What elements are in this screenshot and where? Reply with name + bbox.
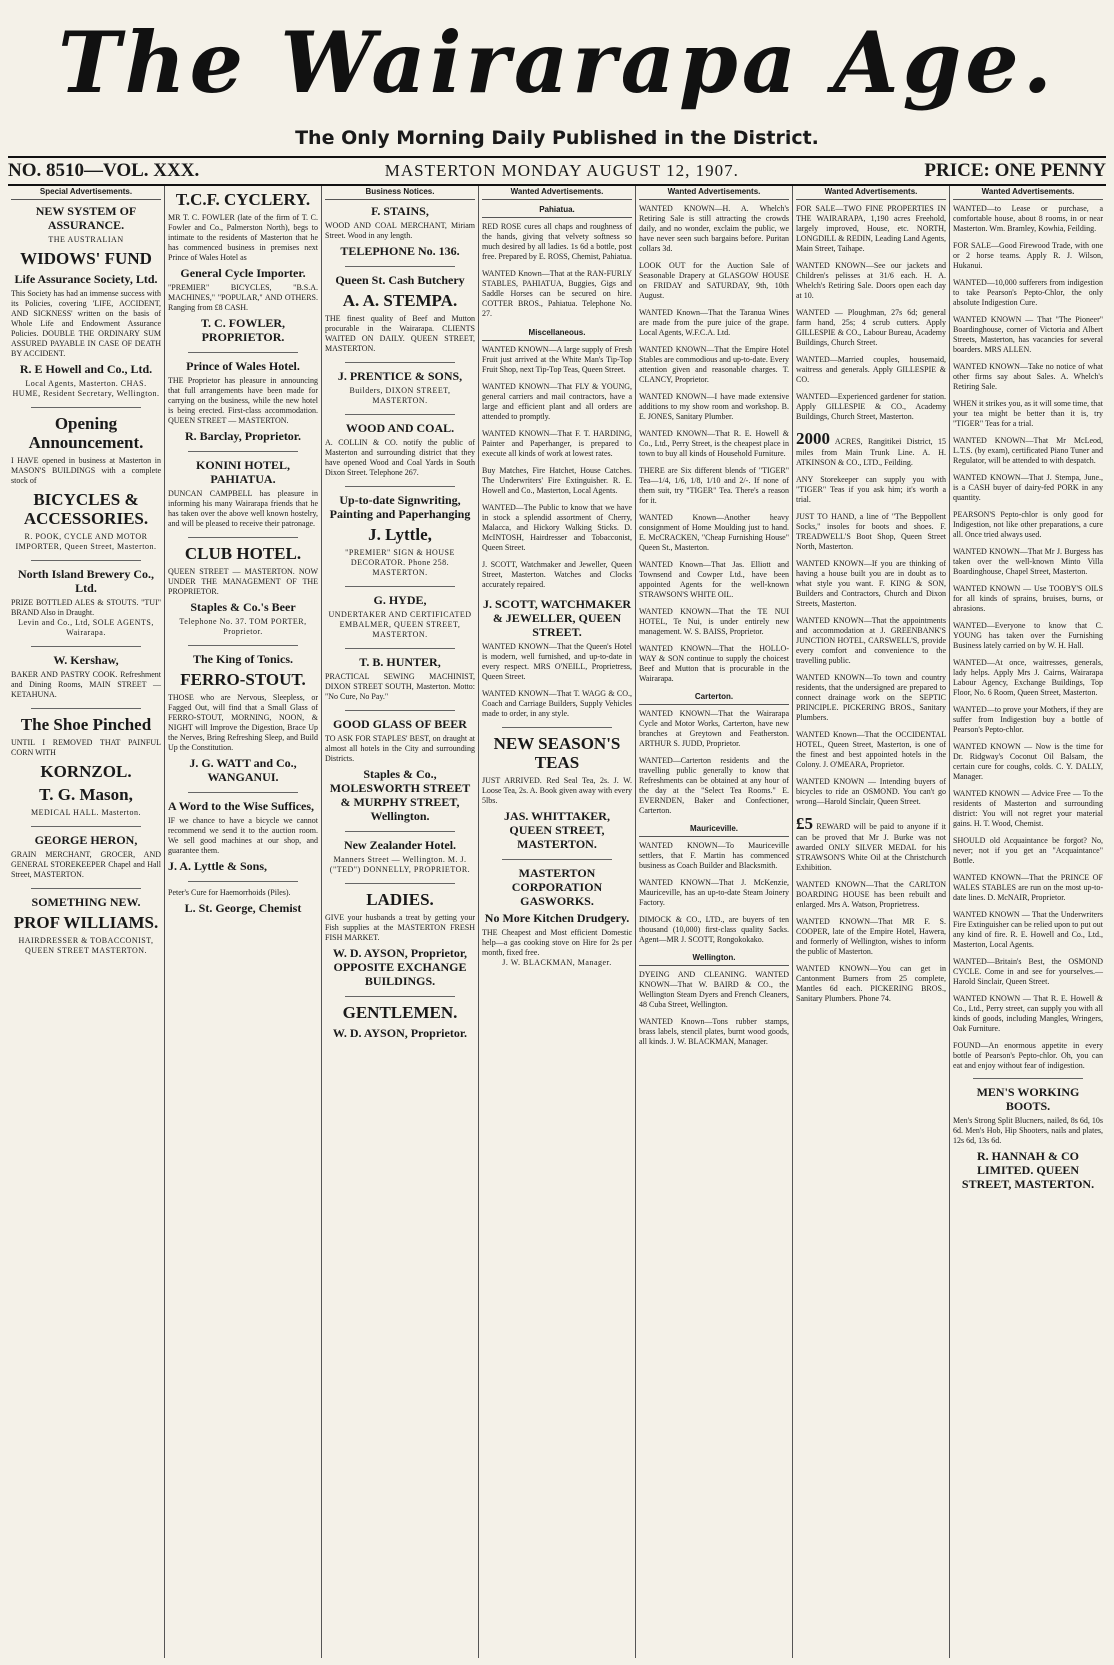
ad-text: WANTED—The Public to know that we have in stock a splendid assortment of Cherry, Malacca, and Hickory Walking Sticks. D. McINTOSH, Hairdresser and Tobacconist, Queen Street. xyxy=(482,503,632,552)
ad-body: THE finest quality of Beef and Mutton procurable in the Wairarapa. CLIENTS WAITED ON DAILY. QUEEN STREET, MASTERTON. xyxy=(325,314,475,353)
ad-signature: Levin and Co., Ltd, SOLE AGENTS, Wairarapa. xyxy=(18,618,154,637)
issue-number: NO. 8510—VOL. XXX. xyxy=(8,160,200,181)
ad-title: MEN'S WORKING BOOTS. xyxy=(976,1085,1080,1113)
ad-text: WANTED KNOWN—A large supply of Fresh Fruit just arrived at the White Man's Tip-Top Fruit Shop, next Tip-Top Teas, Queen Street. xyxy=(482,345,632,374)
ad-text: WANTED KNOWN — That R. E. Howell & Co., Ltd., Perry street, can supply you with all kinds of goods, including Mangles, Wringers, Oak Furniture. xyxy=(953,994,1103,1033)
ad-body: PRIZE BOTTLED ALES & STOUTS. "TUI" BRAND Also in Draught. xyxy=(11,598,161,617)
ad-seller-address: MEDICAL HALL. Masterton. xyxy=(31,808,141,817)
ad-text: WANTED KNOWN—That R. E. Howell & Co., Ltd., Perry Street, is the cheapest place in town to buy all kinds of Household Furniture. xyxy=(639,429,789,458)
ad-headline: A. A. STEMPA. xyxy=(342,291,458,310)
ad-title: A Word to the Wise Suffices, xyxy=(168,799,315,813)
ad-text: WANTED KNOWN—If you are thinking of having a house built you are in doubt as to what style you want. F. KING & SON, Builders and Contractors, Church and Dixon Streets, Masterton. xyxy=(796,559,946,608)
ad-body: GRAIN MERCHANT, GROCER, AND GENERAL STOREKEEPER Chapel and Hall Street, MASTERTON. xyxy=(11,850,161,879)
ad-title: GEORGE HERON, xyxy=(34,833,138,847)
ad-text: WANTED KNOWN—That J. McKenzie, Mauriceville, has an up-to-date Steam Joinery Factory. xyxy=(639,878,789,907)
ad-title: Prince of Wales Hotel. xyxy=(186,359,300,373)
section-heading: Pahiatua. xyxy=(482,204,632,218)
ad-signature: J. A. Lyttle & Sons, xyxy=(168,859,268,873)
hyde-ad xyxy=(325,593,475,640)
ad-body: BAKER AND PASTRY COOK. Refreshment and Dining Rooms, MAIN STREET — KETAHUNA. xyxy=(11,670,161,699)
masthead-slogan: The Only Morning Daily Published in the District. xyxy=(295,127,819,149)
ad-body: Builders, DIXON STREET, MASTERTON. xyxy=(349,386,451,405)
ad-body: Men's Strong Split Blucners, nailed, 8s 6d, 10s 6d. Men's Hob, Hip Shooters, nails and plates, 12s 6d, 13s 6d. xyxy=(953,1116,1103,1145)
kornzol-ad xyxy=(11,715,161,818)
ad-text: WANTED KNOWN—That F. T. HARDING, Painter and Paperhanger, is prepared to execute all kinds of work at lowest rates. xyxy=(482,429,632,458)
ad-title: GOOD GLASS OF BEER xyxy=(333,717,467,731)
column-6 xyxy=(793,186,950,1658)
ad-body: GIVE your husbands a treat by getting your Fish supplies at the MASTERTON FRESH FISH MARKET. xyxy=(325,913,475,942)
divider xyxy=(31,646,141,647)
ad-signature: W. D. AYSON, Proprietor, OPPOSITE EXCHANGE BUILDINGS. xyxy=(332,946,468,988)
ad-text: WANTED KNOWN—That FLY & YOUNG, general carriers and mail contractors, have a large and efficient plant and all orders are attended to promptly. xyxy=(482,382,632,421)
divider xyxy=(502,859,612,860)
ad-seller: T. G. Mason, xyxy=(39,785,133,804)
miscellaneous-section xyxy=(482,327,632,719)
ad-product: KORNZOL. xyxy=(40,762,132,781)
pahiatua-section xyxy=(482,204,632,319)
ladies-ad xyxy=(325,890,475,988)
ad-headline: Opening Announcement. xyxy=(28,414,144,452)
lyttle-ad xyxy=(325,493,475,578)
ad-agent: R. E Howell and Co., Ltd. xyxy=(19,362,153,376)
ad-text: WANTED—Britain's Best, the OSMOND CYCLE. Come in and see for yourselves.—Harold Sinclair, Queen Street. xyxy=(953,957,1103,986)
ad-text: WANTED—Carterton residents and the travelling public generally to know that Refreshments can be obtained at any hour of the day at the "Select Tea Rooms." E. EVERNDEN, Baker and Confectioner, Carterton. xyxy=(639,756,789,815)
column-heading: Wanted Advertisements. xyxy=(482,186,632,200)
divider xyxy=(345,831,455,832)
ad-title: Queen St. Cash Butchery xyxy=(335,273,465,287)
ad-body: Peter's Cure for Haemorrhoids (Piles). xyxy=(168,888,291,897)
column-heading: Business Notices. xyxy=(325,186,475,200)
ad-text: WANTED KNOWN—H. A. Whelch's Retiring Sale is still attracting the crowds daily, and no wonder, exclaim the public, we have never seen such bargains before. Puritan collars 3d. xyxy=(639,204,789,253)
ad-text: WANTED KNOWN—I have made extensive additions to my show room and workshop. B. E. JONES, Sanitary Plumber. xyxy=(639,392,789,421)
kershaw-ad xyxy=(11,653,161,700)
ad-signature: J. G. WATT and Co., WANGANUI. xyxy=(189,756,297,784)
ad-text: RED ROSE cures all chaps and roughness of the hands, giving that velvety softness so much desired by all ladies. 1s 6d a bottle, post free. Prepared by E. ROSS, Chemist, Pahiatua. xyxy=(482,222,632,261)
ad-text: ACRES, Rangitikei District, 15 miles from Main Trunk Line. A. H. ATKINSON & CO., LTD., Feilding. xyxy=(796,437,946,467)
ad-text: WANTED KNOWN — Now is the time for Dr. Ridgway's Coconut Oil Balsam, the certain cure for coughs, colds. C. Y. DALLY, Manager. xyxy=(953,742,1103,781)
ad-text: WANTED Known—That Jas. Elliott and Townsend and Cowper Ltd., have been appointed Agents for the well-known STRAWSON'S WHITE OIL. xyxy=(639,560,789,599)
column-heading: Wanted Advertisements. xyxy=(796,186,946,200)
divider xyxy=(345,362,455,363)
ad-text: WANTED KNOWN—To town and country residents, that the undersigned are prepared to connect drainage work on the SEPTIC PRINCIPLE. PICKERING BROS., Sanitary Plumbers. xyxy=(796,673,946,722)
column-heading: Wanted Advertisements. xyxy=(639,186,789,200)
divider xyxy=(345,486,455,487)
ad-text: JUST TO HAND, a line of "The Beppollent Socks," insoles for boots and shoes. F. TREADWELL'S Boot Shop, Queen Street North, Masterton. xyxy=(796,512,946,551)
ad-agencies: "PREMIER" BICYCLES, "B.S.A. MACHINES," "POPULAR," AND OTHERS. Ranging from £8 CASH. xyxy=(168,283,318,312)
ad-title: W. Kershaw, xyxy=(53,653,119,667)
column-3 xyxy=(322,186,479,1658)
ad-text: WANTED KNOWN — That "The Pioneer" Boardinghouse, corner of Victoria and Albert Streets, Masterton, has vacancies for several boarders. MRS ALLEN. xyxy=(953,315,1103,354)
ad-title: MASTERTON CORPORATION GASWORKS. xyxy=(511,866,603,908)
ad-title: The King of Tonics. xyxy=(192,652,294,666)
ad-text: PEARSON'S Pepto-chlor is only good for Indigestion, not like other preparations, a cure all. Once tried always used. xyxy=(953,510,1103,539)
ad-headline: PROF WILLIAMS. xyxy=(13,913,159,932)
divider xyxy=(188,352,298,353)
prentice-ad xyxy=(325,369,475,406)
ad-text: WANTED—to Lease or purchase, a comfortable house, about 8 rooms, in or near Masterton. Wm. Bramley, Kowhia, Feilding. xyxy=(953,204,1103,233)
column-5 xyxy=(636,186,793,1658)
ad-headline: 2000 xyxy=(796,429,830,448)
ad-title: New Zealander Hotel. xyxy=(343,838,457,852)
stains-ad xyxy=(325,204,475,258)
ad-headline: £5 xyxy=(796,814,813,833)
ad-body: DUNCAN CAMPBELL has pleasure in informing his many Wairarapa friends that he has taken over the above well known hostelry, and will be pleased to receive their patronage. xyxy=(168,489,318,528)
divider xyxy=(188,645,298,646)
ad-title: F. STAINS, xyxy=(371,204,429,218)
issue-price: PRICE: ONE PENNY xyxy=(924,160,1106,181)
ad-body: Manners Street — Wellington. M. J. ("TED") DONNELLY, PROPRIETOR. xyxy=(329,855,471,874)
ad-title: KONINI HOTEL, PAHIATUA. xyxy=(195,458,291,486)
ad-subtitle: THE AUSTRALIAN xyxy=(48,235,124,244)
column-7 xyxy=(950,186,1106,1658)
ad-text: WANTED KNOWN—To Mauriceville settlers, that F. Martin has commenced business as Coach Builder and Blacksmith. xyxy=(639,841,789,870)
ad-body: THOSE who are Nervous, Sleepless, or Fagged Out, will find that a Small Glass of FERRO-STOUT, MORNING, NOON, & NIGHT will Improve the Digestion, Brace Up the Nerves, Bring Refreshing Sleep, and Build Up the Constitution. xyxy=(168,693,318,752)
ad-body: This Society has had an immense success with its Policies, covering 'LIFE, ACCIDENT, AND SICKNESS' written on the basis of Whole Life and Endowment Assurance Policies. DOUBLE THE ORDINARY SUM ASSURED PAYABLE IN CASE OF DEATH BY ACCIDENT. xyxy=(11,289,161,358)
divider xyxy=(188,881,298,882)
divider xyxy=(345,266,455,267)
ad-headline: NEW SEASON'S TEAS xyxy=(493,734,621,772)
widows-fund-ad xyxy=(11,204,161,399)
ad-text: WANTED KNOWN—That MR F. S. COOPER, late of the Empire Hotel, Hawera, and formerly of Wellington, wishes to inform the public of Masterton. xyxy=(796,917,946,956)
ad-text: DYEING AND CLEANING. WANTED KNOWN—That W. BAIRD & CO., the Wellington Steam Dyers and French Cleaners, 48 Cuba Street, Wellington. xyxy=(639,970,789,1009)
columns xyxy=(8,186,1106,1658)
ad-title: North Island Brewery Co., Ltd. xyxy=(17,567,155,595)
column-heading: Special Advertisements. xyxy=(11,186,161,200)
column-2 xyxy=(165,186,322,1658)
ad-text: WANTED—At once, waitresses, generals, lady helps. Apply Mrs J. Cairns, Wairarapa Labour Agency, Exchange Buildings, Top Floor, No. 6 Room, Queen Street, Masterton. xyxy=(953,658,1103,697)
ad-text: WANTED KNOWN—That the CARLTON BOARDING HOUSE has been rebuilt and enlarged. Mrs A. Watson, Proprietress. xyxy=(796,880,946,909)
ad-text: FOR SALE—Good Firewood Trade, with one or 2 horse teams. Apply R. J. Wilson, Hukanui. xyxy=(953,241,1103,270)
ad-text: WANTED KNOWN — Advice Free — To the residents of Masterton and surrounding district: You will not regret your material gains. H. T. Wood, Chemist. xyxy=(953,789,1103,828)
ad-text: FOUND—An enormous appetite in every bottle of Pearson's Pepto-chlor. Oh, you can eat and enjoy without fear of indigestion. xyxy=(953,1041,1103,1070)
ad-body: THE Cheapest and Most efficient Domestic help—a gas cooking stove on Hire for 2s per month, fixed free. xyxy=(482,928,632,957)
ad-body: I HAVE opened in business at Masterton in MASON'S BUILDINGS with a complete stock of xyxy=(11,456,161,485)
reward-ad xyxy=(796,814,946,873)
ad-text: WANTED KNOWN—That the Queen's Hotel is modern, well furnished, and up-to-date in every respect. MRS O'NEILL, Proprietress, Queen Street. xyxy=(482,642,632,681)
masthead-title: The Wairarapa Age. xyxy=(57,13,1056,112)
ad-title: WOOD AND COAL. xyxy=(345,421,455,435)
ad-headline: No More Kitchen Drudgery. xyxy=(484,911,630,925)
ad-text: WANTED—10,000 sufferers from indigestion to take Pearson's Pepto-Chlor, the only absolute Indigestion Cure. xyxy=(953,278,1103,307)
ad-text: WANTED KNOWN — That the Underwriters Fire Extinguisher can be relied upon to put out any kind of fire. R. E. Howell and Co., Ltd., Masterton, Local Agents. xyxy=(953,910,1103,949)
cyclery-ad xyxy=(168,190,318,344)
ad-body: WOOD AND COAL MERCHANT, Miriam Street. Wood in any length. xyxy=(325,221,475,240)
divider xyxy=(31,407,141,408)
ad-text: LOOK OUT for the Auction Sale of Seasonable Drapery at GLASGOW HOUSE on FRIDAY and SATURDAY, 9th, 10th August. xyxy=(639,261,789,300)
ad-signature: Staples & Co., MOLESWORTH STREET & MURPHY STREET, Wellington. xyxy=(329,767,471,823)
divider xyxy=(345,710,455,711)
ad-body: IF we chance to have a bicycle we cannot recommend we send it to the auction room. We sell good machines at our shop, and guarantee them. xyxy=(168,816,318,855)
butchery-ad xyxy=(325,273,475,354)
ad-title: J. PRENTICE & SONS, xyxy=(337,369,463,383)
ad-signature: R. Barclay, Proprietor. xyxy=(184,429,302,443)
ad-signature: T. C. FOWLER, PROPRIETOR. xyxy=(200,316,286,344)
ad-text: SHOULD old Acquaintance be forgot? No, never; not if you get an "Acquaintance" Bottle. xyxy=(953,836,1103,865)
konini-hotel-ad xyxy=(168,458,318,529)
ad-signature: L. St. George, Chemist xyxy=(184,901,302,915)
section-heading: Carterton. xyxy=(639,691,789,705)
peters-cure-ad xyxy=(168,888,318,915)
ad-text: WANTED—Married couples, housemaid, waitress and generals. Apply GILLESPIE & CO. xyxy=(796,355,946,384)
divider xyxy=(502,727,612,728)
williams-ad xyxy=(11,895,161,956)
hunter-ad xyxy=(325,655,475,702)
ad-text: WANTED KNOWN—That J. Stempa, June., is a CASH buyer of dairy-fed PORK in any quantity. xyxy=(953,473,1103,502)
ad-headline: LADIES. xyxy=(366,890,434,909)
ad-text: FOR SALE—TWO FINE PROPERTIES IN THE WAIRARAPA, 1,190 acres Freehold, largely improved, House, etc. NORTH, LONGDILL & REDIN, Leading Land Agents, Main Street, Taihape. xyxy=(796,204,946,253)
divider xyxy=(188,451,298,452)
ad-signature: J. W. BLACKMAN, Manager. xyxy=(502,958,612,967)
ad-text: WANTED—Everyone to know that C. YOUNG has taken over the Furnishing Business lately carried on by W. H. Hall. xyxy=(953,621,1103,650)
gentlemen-ad xyxy=(325,1003,475,1040)
ferro-stout-ad xyxy=(168,652,318,784)
ad-headline: J. Lyttle, xyxy=(368,525,432,544)
ad-headline: T.C.F. CYCLERY. xyxy=(175,190,311,209)
ad-text: WANTED—Experienced gardener for station. Apply GILLESPIE & CO., Academy Buildings, Church Street, Masterton. xyxy=(796,392,946,421)
ad-body: "PREMIER" SIGN & HOUSE DECORATOR. Phone 258. MASTERTON. xyxy=(345,548,455,577)
column-4 xyxy=(479,186,636,1658)
ad-title: NEW SYSTEM OF ASSURANCE. xyxy=(35,204,137,232)
divider xyxy=(31,826,141,827)
section-heading: Wellington. xyxy=(639,952,789,966)
ad-name: Life Assurance Society, Ltd. xyxy=(14,272,158,286)
divider xyxy=(345,414,455,415)
ad-title: G. HYDE, xyxy=(373,593,427,607)
ad-text: WANTED KNOWN—You can get in Cantonment Burners from 25 complete, Mantles 6d each. PICKERING BROS., Sanitary Plumbers. Phone 74. xyxy=(796,964,946,1003)
divider xyxy=(345,883,455,884)
divider xyxy=(973,1078,1083,1079)
ad-text: THERE are Six different blends of "TIGER" Tea—1/4, 1/6, 1/8, 1/10 and 2/-. If none of them suit, try "TIGER" Tea. There's a reason for it. xyxy=(639,466,789,505)
ad-body: JUST ARRIVED. Red Seal Tea, 2s. J. W. Loose Tea, 2s. A. Book given away with every 5lbs. xyxy=(482,776,632,805)
heron-ad xyxy=(11,833,161,880)
ad-body: THE Proprietor has pleasure in announcing that full arrangements have been made for carrying on the business, while the new hotel is being erected. First-class accommodation. QUEEN STREET — MASTERTON. xyxy=(168,376,318,425)
divider xyxy=(31,888,141,889)
ad-text: WANTED Known—That the Taranua Wines are made from the pure juice of the grape. Local Agents, W.F.C.A. Ltd. xyxy=(639,308,789,337)
ad-body: A. COLLIN & CO. notify the public of Masterton and surrounding district that they have opened Wood and Coal Yards in South Dixon Street. Telephone 267. xyxy=(325,438,475,477)
ad-text: WANTED KNOWN—Take no notice of what other firms say about Sales. A. Whelch's Retiring Sale. xyxy=(953,362,1103,391)
ad-text: ANY Storekeeper can supply you with "TIGER" Teas if you ask him; it's worth a trial. xyxy=(796,475,946,504)
ad-text: WANTED Known—That at the RAN-FURLY STABLES, PAHIATUA, Buggies, Gigs and Saddle Horses can be secured on hire. COTTER BROS., Pahiatua. Telephone No. 27. xyxy=(482,269,632,318)
wood-coal-ad xyxy=(325,421,475,478)
ad-signature: W. D. AYSON, Proprietor. xyxy=(332,1026,468,1040)
ad-title: Up-to-date Signwriting, Painting and Paperhanging xyxy=(329,493,471,521)
ad-title: T. B. HUNTER, xyxy=(359,655,441,669)
gasworks-ad xyxy=(482,866,632,968)
ad-signature: R. POOK, CYCLE AND MOTOR IMPORTER, Queen Street, Masterton. xyxy=(15,532,157,551)
ad-product: BICYCLES & ACCESSORIES. xyxy=(23,490,149,528)
staples-beer-ad xyxy=(325,717,475,823)
ad-text: WANTED KNOWN—That Mr J. Burgess has taken over the well-known Minto Villa Boardinghouse, Chapel Street, Masterton. xyxy=(953,547,1103,576)
ad-body: UNTIL I REMOVED THAT PAINFUL CORN WITH xyxy=(11,738,161,757)
new-zealander-hotel-ad xyxy=(325,838,475,875)
ad-text: WANTED — Ploughman, 27s 6d; general farm hand, 25s; 4 scrub cutters. Apply GILLESPIE & CO., Labour Bureau, Academy Buildings, Church Street. xyxy=(796,308,946,347)
column-heading: Wanted Advertisements. xyxy=(953,186,1103,200)
ad-headline: CLUB HOTEL. xyxy=(184,544,302,563)
acres-ad xyxy=(796,429,946,468)
brewery-ad xyxy=(11,567,161,638)
divider xyxy=(31,560,141,561)
ad-text: REWARD will be paid to anyone if it can be proved that Mr J. Burke was not awarded ONLY SILVER MEDAL for his STRAWSON'S White Oil at the Christchurch Exhibition. xyxy=(796,822,947,872)
ad-text: J. SCOTT, Watchmaker and Jeweller, Queen Street, Masterton. Watches and Clocks accurately repaired. xyxy=(482,560,632,589)
ad-signature: R. HANNAH & CO LIMITED. QUEEN STREET, MASTERTON. xyxy=(961,1149,1095,1191)
column-1 xyxy=(8,186,165,1658)
ad-subtitle: General Cycle Importer. xyxy=(180,266,306,280)
ad-text: Buy Matches, Fire Hatchet, House Catches. The Underwriters' Fire Extinguisher. R. E. Howell and Co., Masterton, Local Agents. xyxy=(482,466,632,495)
dateline xyxy=(8,156,1106,186)
ad-body: QUEEN STREET — MASTERTON. NOW UNDER THE MANAGEMENT OF THE PROPRIETOR. xyxy=(168,567,318,596)
ad-headline: FERRO-STOUT. xyxy=(180,670,306,689)
club-hotel-ad xyxy=(168,544,318,637)
ad-signature: JAS. WHITTAKER, QUEEN STREET, MASTERTON. xyxy=(504,809,610,851)
ad-text: WANTED KNOWN—That the PRINCE OF WALES STABLES are run on the most up-to-date lines. D. McNAIR, Proprietor. xyxy=(953,873,1103,902)
ad-text: WANTED Known—Tons rubber stamps, brass labels, stencil plates, burnt wood goods, all kinds. J. W. BLACKMAN, Manager. xyxy=(639,1017,789,1046)
ad-text: WHEN it strikes you, as it will some time, that your tea might be better than it is, try "TIGER" Teas for a trial. xyxy=(953,399,1103,428)
ad-body: PRACTICAL SEWING MACHINIST, DIXON STREET SOUTH, Masterton. Motto: "No Cure, No Pay." xyxy=(325,672,475,701)
ad-text: WANTED KNOWN—That the HOLLO-WAY & SON continue to supply the choicest Beef and Mutton that is procurable in the Wairarapa. xyxy=(639,644,789,683)
ad-title: SOMETHING NEW. xyxy=(31,895,141,909)
ad-body: HAIRDRESSER & TOBACCONIST, QUEEN STREET MASTERTON. xyxy=(18,936,154,955)
issue-date: MASTERTON MONDAY AUGUST 12, 1907. xyxy=(384,161,739,180)
ad-text: WANTED—to prove your Mothers, if they are suffer from Indigestion buy a bottle of Pearson's Pepto-chlor. xyxy=(953,705,1103,734)
ad-text: WANTED Known—Another heavy consignment of Home Moulding just to hand. E. McCRACKEN, "Cheap Furnishing House" Queen St., Masterton. xyxy=(639,513,789,552)
divider xyxy=(188,537,298,538)
ad-text: WANTED KNOWN — Use TOOBY'S OILS for all kinds of sprains, bruises, burns, or abrasions. xyxy=(953,584,1103,613)
ad-phone: TELEPHONE No. 136. xyxy=(340,244,460,258)
ad-headline: GENTLEMEN. xyxy=(342,1003,458,1022)
divider xyxy=(345,586,455,587)
masthead xyxy=(0,0,1114,125)
working-boots-ad xyxy=(953,1085,1103,1191)
ad-body: UNDERTAKER AND CERTIFICATED EMBALMER, QUEEN STREET, MASTERTON. xyxy=(328,610,472,639)
ad-text: WANTED KNOWN—See our jackets and Children's pelisses at 31/6 each. H. A. Whelch's Retiring Sale. Doors open each day at 10. xyxy=(796,261,946,300)
ad-text: DIMOCK & CO., LTD., are buyers of ten thousand (10,000) first-class quality Sacks. Agent—MR J. SCOTT, Rongokokako. xyxy=(639,915,789,944)
prince-of-wales-ad xyxy=(168,359,318,443)
wise-suffices-ad xyxy=(168,799,318,873)
ad-title: Staples & Co.'s Beer xyxy=(190,600,296,614)
teas-ad xyxy=(482,734,632,851)
ad-text: WANTED KNOWN—That the appointments and accommodation at J. GREENBANK'S JUNCTION HOTEL, CARSWELL'S, provide every comfort and convenience to the travelling public. xyxy=(796,616,946,665)
ad-headline: WIDOWS' FUND xyxy=(20,249,152,268)
ad-text: WANTED KNOWN—That Mr McLeod, L.T.S. (by exam), certificated Piano Tuner and Regulator, will be attended to with despatch. xyxy=(953,436,1103,465)
ad-body: TO ASK FOR STAPLES' BEST, on draught at almost all hotels in the City and surrounding Districts. xyxy=(325,734,475,763)
ad-text: WANTED Known—That the OCCIDENTAL HOTEL, Queen Street, Masterton, is one of the finest and best appointed hotels in the Colony. J. O'MEARA, Proprietor. xyxy=(796,730,946,769)
divider xyxy=(345,648,455,649)
divider xyxy=(31,708,141,709)
ad-text: WANTED KNOWN—That the TE NUI HOTEL, Te Nui, is under entirely new management. W. S. BAISS, Proprietor. xyxy=(639,607,789,636)
ad-headline: The Shoe Pinched xyxy=(20,715,152,734)
section-heading: Miscellaneous. xyxy=(482,327,632,341)
divider xyxy=(345,996,455,997)
ad-text: WANTED KNOWN—That the Wairarapa Cycle and Motor Works, Carterton, have new branches at Greytown and Featherston. ARTHUR S. JUDD, Proprietor. xyxy=(639,709,789,748)
ad-signature: Telephone No. 37. TOM PORTER, Proprietor. xyxy=(179,617,307,636)
divider xyxy=(188,792,298,793)
ad-body: MR T. C. FOWLER (late of the firm of T. C. Fowler and Co., Palmerston North), begs to intimate to the residents of Masterton that he has commenced business in premises next Prince of Wales Hotel as xyxy=(168,213,318,262)
ad-text: WANTED KNOWN—That T. WAGG & CO., Coach and Carriage Builders, Supply Vehicles made to order, in any style. xyxy=(482,689,632,718)
ad-rep: Local Agents, Masterton. CHAS. HUME, Resident Secretary, Wellington. xyxy=(12,379,160,398)
ad-text: WANTED KNOWN—That the Empire Hotel Stables are commodious and up-to-date. Every attention given and reasonable charges. T. CLANCY, Proprietor. xyxy=(639,345,789,384)
opening-announcement-ad xyxy=(11,414,161,552)
ad-text: WANTED KNOWN — Intending buyers of bicycles to ride an OSMOND. You can't go wrong—Harold Sinclair, Queen Street. xyxy=(796,777,946,806)
section-heading: Mauriceville. xyxy=(639,823,789,837)
ad-signature: J. SCOTT, WATCHMAKER & JEWELLER, QUEEN STREET. xyxy=(482,597,632,639)
